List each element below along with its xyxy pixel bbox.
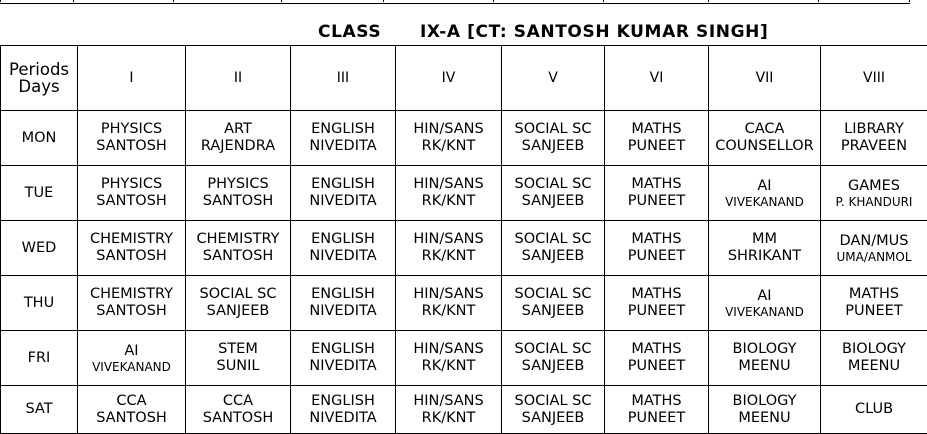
period-cell	[502, 166, 605, 221]
subject-label: HIN/SANS	[397, 393, 500, 410]
subject-label: MATHS	[606, 176, 707, 193]
teacher-label: RK/KNT	[397, 410, 500, 427]
period-cell	[78, 386, 186, 434]
period-cell	[186, 386, 291, 434]
period-cell	[502, 331, 605, 386]
teacher-label: SANTOSH	[187, 193, 289, 210]
teacher-label: NIVEDITA	[292, 410, 394, 427]
subject-label: SOCIAL SC	[503, 121, 603, 138]
teacher-label: SANJEEB	[503, 138, 603, 155]
class-label: CLASS	[318, 22, 381, 42]
subject-label: SOCIAL SC	[187, 286, 289, 303]
teacher-label: PUNEET	[606, 410, 707, 427]
teacher-label: NIVEDITA	[292, 358, 394, 375]
teacher-label: SANJEEB	[503, 410, 603, 427]
period-cell	[709, 331, 821, 386]
teacher-label: PUNEET	[606, 303, 707, 320]
period-cell	[186, 221, 291, 276]
teacher-label: RK/KNT	[397, 358, 500, 375]
period-cell	[291, 386, 396, 434]
day-cell: TUE	[1, 166, 78, 221]
day-cell: FRI	[1, 331, 78, 386]
teacher-label: NIVEDITA	[292, 193, 394, 210]
teacher-label: P. KHANDURI	[822, 195, 926, 209]
teacher-label: MEENU	[822, 358, 926, 375]
period-cell	[605, 166, 709, 221]
subject-label: CHEMISTRY	[79, 286, 184, 303]
subject-label: ENGLISH	[292, 341, 394, 358]
subject-label: CLUB	[822, 401, 926, 418]
table-row	[1, 276, 927, 331]
teacher-label: PUNEET	[606, 248, 707, 265]
teacher-label: SANTOSH	[79, 410, 184, 427]
subject-label: ENGLISH	[292, 121, 394, 138]
subject-label: MATHS	[606, 286, 707, 303]
subject-label: HIN/SANS	[397, 176, 500, 193]
period-cell	[396, 166, 502, 221]
subject-label: DAN/MUS	[822, 233, 926, 250]
subject-label: HIN/SANS	[397, 341, 500, 358]
teacher-label: SANJEEB	[503, 303, 603, 320]
subject-label: ENGLISH	[292, 393, 394, 410]
subject-label: PHYSICS	[79, 121, 184, 138]
header-row	[1, 46, 927, 111]
subject-label: LIBRARY	[822, 121, 926, 138]
teacher-label: SANJEEB	[187, 303, 289, 320]
subject-label: STEM	[187, 341, 289, 358]
teacher-label: SANTOSH	[79, 138, 184, 155]
period-cell	[605, 111, 709, 166]
subject-label: CCA	[187, 393, 289, 410]
day-cell: SAT	[1, 386, 78, 434]
period-cell	[291, 331, 396, 386]
subject-label: MATHS	[822, 286, 926, 303]
period-cell	[821, 276, 927, 331]
teacher-label: COUNSELLOR	[710, 138, 819, 155]
day-cell: MON	[1, 111, 78, 166]
teacher-label: SANJEEB	[503, 358, 603, 375]
period-cell	[291, 276, 396, 331]
teacher-label: SANTOSH	[79, 193, 184, 210]
table-row	[1, 221, 927, 276]
teacher-label: UMA/ANMOL	[822, 250, 926, 264]
teacher-label: RK/KNT	[397, 248, 500, 265]
subject-label: AI	[710, 288, 819, 305]
subject-label: BIOLOGY	[822, 341, 926, 358]
period-cell	[709, 221, 821, 276]
period-cell	[78, 111, 186, 166]
subject-label: CCA	[79, 393, 184, 410]
subject-label: GAMES	[822, 178, 926, 195]
subject-label: MATHS	[606, 393, 707, 410]
subject-label: HIN/SANS	[397, 286, 500, 303]
period-cell	[502, 276, 605, 331]
teacher-label: SANTOSH	[79, 303, 184, 320]
subject-label: PHYSICS	[79, 176, 184, 193]
teacher-label: RAJENDRA	[187, 138, 289, 155]
period-cell	[396, 111, 502, 166]
period-cell	[291, 166, 396, 221]
table-row	[1, 331, 927, 386]
period-cell	[78, 331, 186, 386]
period-cell	[709, 166, 821, 221]
subject-label: MM	[710, 231, 819, 248]
teacher-label: MEENU	[710, 358, 819, 375]
period-header: VI	[605, 46, 709, 111]
subject-label: SOCIAL SC	[503, 341, 603, 358]
subject-label: MATHS	[606, 121, 707, 138]
period-cell	[709, 276, 821, 331]
period-cell	[502, 386, 605, 434]
table-row	[1, 111, 927, 166]
period-cell	[186, 276, 291, 331]
subject-label: PHYSICS	[187, 176, 289, 193]
subject-label: BIOLOGY	[710, 393, 819, 410]
subject-label: ENGLISH	[292, 231, 394, 248]
period-cell	[396, 276, 502, 331]
subject-label: ENGLISH	[292, 176, 394, 193]
subject-label: AI	[79, 343, 184, 360]
day-cell: WED	[1, 221, 78, 276]
period-cell	[78, 221, 186, 276]
period-cell	[186, 331, 291, 386]
day-cell: THU	[1, 276, 78, 331]
table-row	[1, 386, 927, 434]
teacher-label: SANJEEB	[503, 193, 603, 210]
teacher-label: SANTOSH	[79, 248, 184, 265]
period-cell	[709, 386, 821, 434]
period-header: IV	[396, 46, 502, 111]
teacher-label: PUNEET	[606, 358, 707, 375]
period-header: I	[78, 46, 186, 111]
periods-days-header: Periods Days	[1, 46, 78, 111]
period-cell	[821, 221, 927, 276]
period-cell	[821, 386, 927, 434]
teacher-label: NIVEDITA	[292, 248, 394, 265]
timetable-title	[0, 22, 927, 46]
teacher-label: PUNEET	[822, 303, 926, 320]
period-header: V	[502, 46, 605, 111]
period-cell	[605, 276, 709, 331]
teacher-label: RK/KNT	[397, 138, 500, 155]
period-cell	[396, 221, 502, 276]
teacher-label: PRAVEEN	[822, 138, 926, 155]
subject-label: BIOLOGY	[710, 341, 819, 358]
subject-label: CHEMISTRY	[79, 231, 184, 248]
teacher-label: SANTOSH	[187, 248, 289, 265]
teacher-label: VIVEKANAND	[710, 305, 819, 319]
teacher-label: PUNEET	[606, 138, 707, 155]
period-cell	[502, 221, 605, 276]
teacher-label: MEENU	[710, 410, 819, 427]
subject-label: ART	[187, 121, 289, 138]
period-header: II	[186, 46, 291, 111]
teacher-label: NIVEDITA	[292, 138, 394, 155]
period-header: VII	[709, 46, 821, 111]
subject-label: MATHS	[606, 341, 707, 358]
teacher-label: SANTOSH	[187, 410, 289, 427]
period-cell	[821, 166, 927, 221]
teacher-label: RK/KNT	[397, 303, 500, 320]
period-cell	[291, 221, 396, 276]
teacher-label: SUNIL	[187, 358, 289, 375]
subject-label: HIN/SANS	[397, 121, 500, 138]
subject-label: HIN/SANS	[397, 231, 500, 248]
section-label: IX-A [CT: SANTOSH KUMAR SINGH]	[420, 22, 768, 42]
teacher-label: VIVEKANAND	[79, 360, 184, 374]
subject-label: CACA	[710, 121, 819, 138]
period-cell	[396, 331, 502, 386]
teacher-label: SANJEEB	[503, 248, 603, 265]
subject-label: AI	[710, 178, 819, 195]
period-cell	[396, 386, 502, 434]
period-cell	[186, 166, 291, 221]
subject-label: SOCIAL SC	[503, 393, 603, 410]
subject-label: SOCIAL SC	[503, 286, 603, 303]
period-cell	[821, 111, 927, 166]
table-row	[1, 166, 927, 221]
subject-label: SOCIAL SC	[503, 176, 603, 193]
period-cell	[605, 221, 709, 276]
period-cell	[291, 111, 396, 166]
period-cell	[186, 111, 291, 166]
subject-label: ENGLISH	[292, 286, 394, 303]
period-cell	[821, 331, 927, 386]
teacher-label: NIVEDITA	[292, 303, 394, 320]
previous-table-edge	[0, 0, 910, 4]
subject-label: SOCIAL SC	[503, 231, 603, 248]
period-header: III	[291, 46, 396, 111]
period-cell	[502, 111, 605, 166]
subject-label: MATHS	[606, 231, 707, 248]
period-cell	[605, 331, 709, 386]
period-cell	[78, 166, 186, 221]
timetable	[0, 45, 927, 434]
period-cell	[709, 111, 821, 166]
subject-label: CHEMISTRY	[187, 231, 289, 248]
teacher-label: PUNEET	[606, 193, 707, 210]
teacher-label: SHRIKANT	[710, 248, 819, 265]
period-header: VIII	[821, 46, 927, 111]
teacher-label: RK/KNT	[397, 193, 500, 210]
teacher-label: VIVEKANAND	[710, 195, 819, 209]
period-cell	[78, 276, 186, 331]
period-cell	[605, 386, 709, 434]
